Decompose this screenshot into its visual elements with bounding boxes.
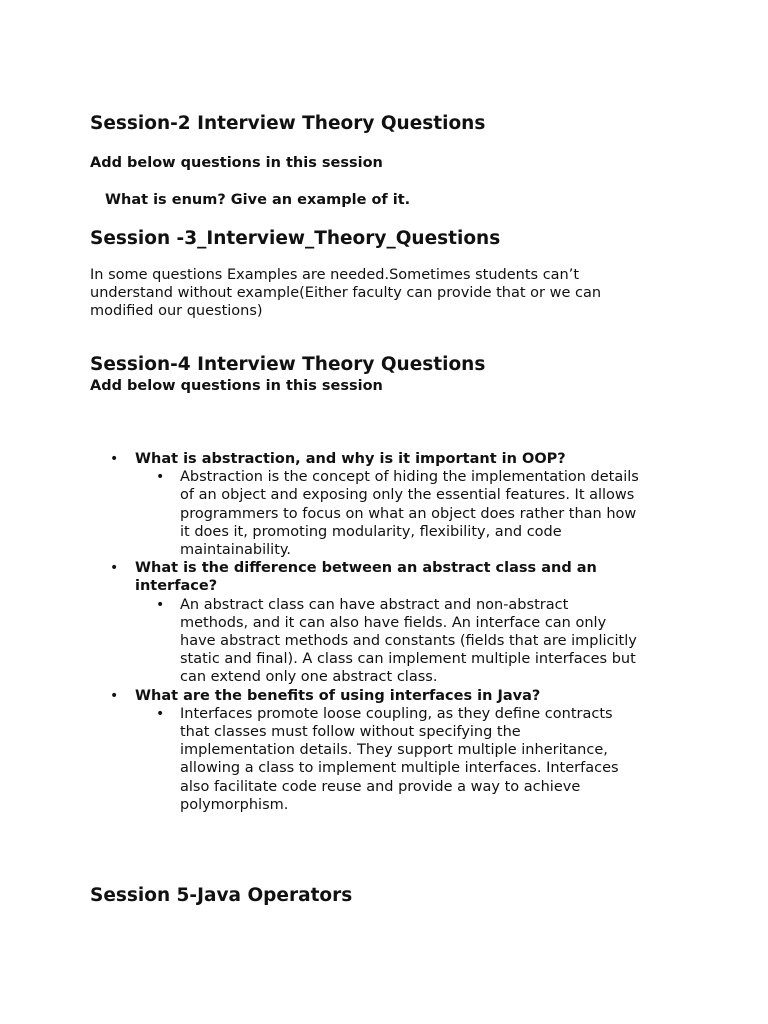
question-text: What is abstraction, and why is it important in OOP? (135, 451, 566, 467)
session-2-question: What is enum? Give an example of it. (105, 192, 411, 208)
bullet-icon: • (156, 596, 165, 613)
answer-item (135, 596, 640, 687)
list-item (90, 450, 690, 559)
answer-list (135, 468, 690, 559)
answer-text: Abstraction is the concept of hiding the implementation details of an object and exposing only the essential features. It allows programmers to focus on what an object does rather than how it does it, promoting modularity, flexibility, and code maintainability. (180, 469, 639, 559)
session-4-question-list (90, 450, 690, 814)
session-5-heading: Session 5-Java Operators (90, 885, 353, 907)
question-text: What is the difference between an abstract class and an interface? (135, 560, 597, 595)
bullet-icon: • (156, 469, 165, 486)
answer-list (135, 596, 690, 687)
session-2-instruction: Add below questions in this session (90, 155, 383, 171)
answer-text: An abstract class can have abstract and non-abstract methods, and it can also have fields. An interface can only have abstract methods and constants (fields that are implicitly static and final). A class can implement multiple interfaces but can extend only one abstract class. (180, 596, 637, 686)
answer-list (135, 705, 690, 814)
session-2-heading: Session-2 Interview Theory Questions (90, 113, 486, 134)
session-3-note: In some questions Examples are needed.Sometimes students can’t understand without example(Either faculty can provide that or we can modified our questions) (90, 267, 602, 319)
bullet-icon: • (110, 560, 119, 577)
bullet-icon: • (110, 451, 119, 467)
bullet-icon: • (156, 705, 165, 722)
bullet-icon: • (110, 687, 119, 704)
answer-text: Interfaces promote loose coupling, as they define contracts that classes must follow without specifying the implementation details. They support multiple inheritance, allowing a class to implement multiple interfaces. Interfaces also facilitate code reuse and provide a way to achieve polymorphism. (180, 705, 619, 813)
session-3-heading: Session -3_Interview_Theory_Questions (90, 228, 501, 249)
answer-item (135, 468, 640, 559)
question-text: What are the benefits of using interfaces in Java? (135, 687, 541, 704)
session-4-instruction: Add below questions in this session (90, 378, 383, 394)
list-item (90, 559, 690, 686)
list-item (90, 687, 690, 814)
document-page (90, 112, 690, 908)
answer-item (135, 705, 640, 814)
session-4-heading: Session-4 Interview Theory Questions (90, 354, 486, 375)
